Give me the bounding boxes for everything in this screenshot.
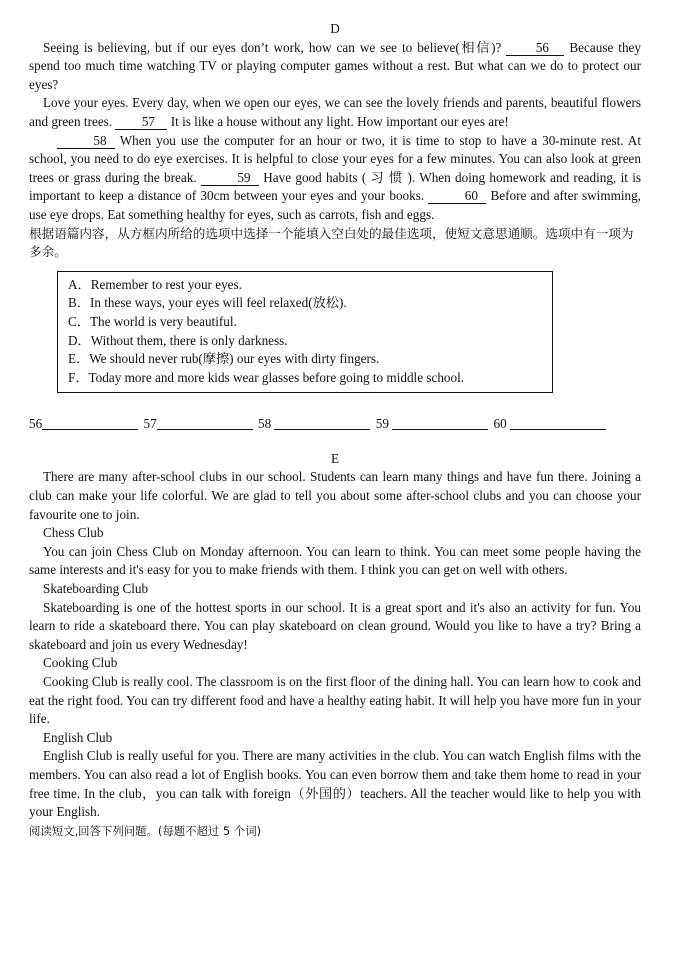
section-e-letter: E bbox=[330, 450, 340, 466]
option-f: F．Today more and more kids wear glasses before going to middle school. bbox=[68, 369, 465, 385]
answer-number: 57 bbox=[143, 416, 157, 432]
section-d-paragraph-3 bbox=[29, 132, 641, 225]
option-b: B．In these ways, your eyes will feel relaxed(放松). bbox=[68, 295, 347, 311]
option-a: A．Remember to rest your eyes. bbox=[68, 276, 242, 292]
answer-number: 56 bbox=[29, 416, 43, 432]
answer-number: 58 bbox=[257, 416, 272, 432]
answer-item-58 bbox=[258, 415, 370, 434]
club-heading-skateboarding: Skateboarding Club bbox=[43, 581, 149, 597]
paragraph-text: When you use the computer for an hour or two, it is time to stop to have a 30-minute rest. At school, you need to do eye exercises. It is helpful to close your eyes for a few minutes. You can also look at green trees or grass during the break. bbox=[29, 132, 641, 185]
club-text-english: English Club is really useful for you. There are many activities in the club. You can watch English films with the members. You can also read a lot of English books. You can even borrow them and take them home to read in your free time. In the club，you can talk with foreign（外国的）teachers. All the teacher would like to help you with your English. bbox=[29, 748, 641, 820]
section-d-paragraph-1 bbox=[29, 39, 641, 95]
section-e-instruction: 阅读短文,回答下列问题。(每题不超过 5 个词) bbox=[29, 823, 262, 838]
paragraph-text: Seeing is believing, but if our eyes don’t work, how can we see to believe(相信)? bbox=[43, 39, 507, 55]
blank-59[interactable]: 59 bbox=[201, 171, 259, 186]
club-heading-english: English Club bbox=[43, 729, 113, 745]
answer-line-56[interactable] bbox=[42, 416, 138, 430]
club-text-skateboarding: Skateboarding is one of the hottest sports in our school. It is a great sport and it's also an activity for fun. You learn to ride a skateboard there. You can play skateboard on clean ground. Would you like to have a try? Bring a skateboard and join us every Wednesday! bbox=[29, 599, 641, 652]
paragraph-text: Love your eyes. Every day, when we open our eyes, we can see the lovely friends and parents, beautiful flowers and green trees. bbox=[29, 95, 641, 129]
answer-line-57[interactable] bbox=[157, 416, 253, 430]
blank-60[interactable]: 60 bbox=[428, 189, 486, 204]
paragraph-text: Because they spend too much time watching TV or playing computer games without a rest. But what can we do to protect our eyes? bbox=[29, 39, 642, 92]
club-heading-chess: Chess Club bbox=[43, 525, 104, 541]
option-e: E．We should never rub(摩擦) our eyes with dirty fingers. bbox=[68, 351, 380, 367]
options-box bbox=[57, 271, 553, 394]
club-heading-cooking: Cooking Club bbox=[43, 655, 118, 671]
paragraph-text: Before and after swimming, use eye drops. Eat something healthy for eyes, such as carrots, fish and eggs. bbox=[29, 188, 641, 222]
section-d-paragraph-2 bbox=[29, 94, 641, 131]
club-text-cooking: Cooking Club is really cool. The classroom is on the first floor of the dining hall. You can learn how to cook and eat the right food. You can try different food and have a healthy eating habit. It will help you have more fun in your life. bbox=[29, 674, 641, 727]
answer-line-60[interactable] bbox=[510, 416, 606, 430]
section-d-instruction: 根据语篇内容，从方框内所给的选项中选择一个能填入空白处的最佳选项，使短文意思通顺。选项中有一项为多余。 bbox=[29, 225, 634, 260]
answer-item-56 bbox=[29, 415, 138, 434]
option-d: D．Without them, there is only darkness. bbox=[68, 332, 288, 348]
club-text-chess: You can join Chess Club on Monday afternoon. You can learn to think. You can meet some people having the same interests and it's easy for you to make friends with them. I think you can get on well with others. bbox=[29, 543, 641, 578]
answer-number: 59 bbox=[375, 416, 389, 432]
option-c: C．The world is very beautiful. bbox=[68, 313, 237, 329]
blank-57[interactable]: 57 bbox=[115, 115, 167, 130]
worksheet-page bbox=[29, 20, 641, 840]
answer-line-59[interactable] bbox=[392, 416, 488, 430]
blank-58[interactable]: 58 bbox=[57, 134, 115, 149]
answer-number: 60 bbox=[493, 416, 507, 432]
answer-item-60 bbox=[494, 415, 606, 434]
answer-item-59 bbox=[376, 415, 488, 434]
paragraph-text: It is like a house without any light. How important our eyes are! bbox=[167, 113, 509, 129]
blank-56[interactable]: 56 bbox=[506, 41, 564, 56]
section-e-intro: There are many after-school clubs in our school. Students can learn many things and have fun there. Joining a club can make your life colorful. We are glad to tell you about some after-school clubs and you can choose your favourite one to join. bbox=[29, 469, 641, 522]
section-d-letter: D bbox=[330, 21, 340, 36]
answer-item-57 bbox=[143, 415, 252, 434]
paragraph-text: Have good habits ( 习 惯 ). When doing homework and reading, it is important to keep a distance of 30cm between your eyes and your books. bbox=[29, 169, 641, 204]
answer-lines bbox=[29, 415, 641, 434]
answer-line-58[interactable] bbox=[274, 416, 370, 430]
